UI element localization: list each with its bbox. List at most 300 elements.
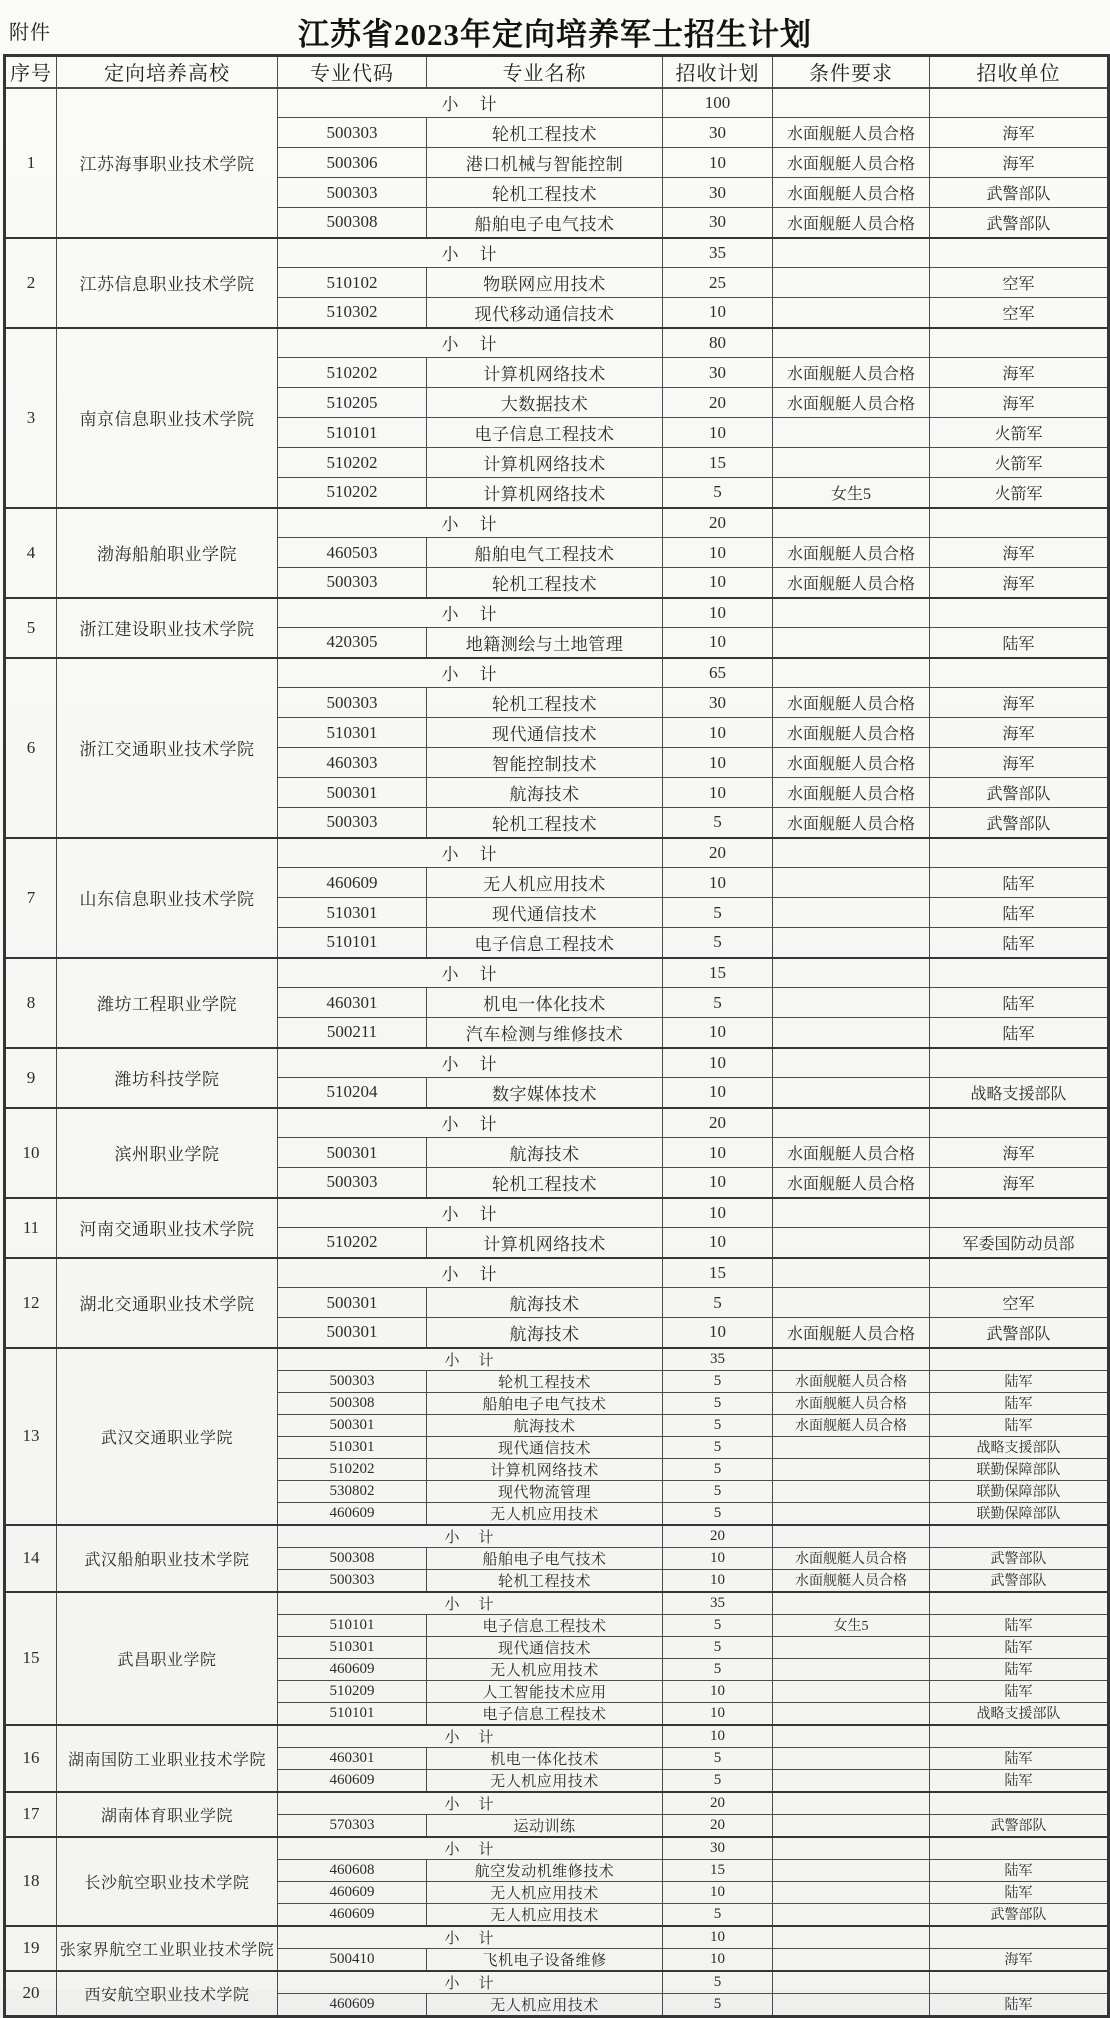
subtotal-value-cell: 10 (663, 1926, 773, 1949)
major-code-cell: 500308 (278, 1392, 427, 1414)
major-code-cell: 500308 (278, 1547, 427, 1569)
major-name-cell: 航海技术 (427, 1138, 663, 1168)
unit-cell: 联勤保障部队 (930, 1480, 1109, 1502)
major-code-cell: 500301 (278, 1138, 427, 1168)
plan-cell: 5 (663, 928, 773, 958)
college-cell: 渤海船舶职业学院 (57, 508, 278, 598)
major-code-cell: 510202 (278, 1228, 427, 1258)
unit-cell: 陆军 (930, 1018, 1109, 1048)
condition-cell (773, 958, 930, 988)
major-code-cell: 460609 (278, 1993, 427, 2016)
subtotal-label-cell: 小 计 (278, 88, 663, 118)
unit-cell: 陆军 (930, 1769, 1109, 1792)
attachment-label: 附件 (9, 22, 51, 44)
unit-cell (930, 1971, 1109, 1994)
plan-cell: 5 (663, 1993, 773, 2016)
major-name-cell: 物联网应用技术 (427, 268, 663, 298)
group-no-cell: 14 (5, 1525, 57, 1592)
unit-cell: 武警部队 (930, 1547, 1109, 1569)
condition-cell (773, 328, 930, 358)
condition-cell (773, 1702, 930, 1725)
major-name-cell: 智能控制技术 (427, 748, 663, 778)
group-no-cell: 5 (5, 598, 57, 658)
condition-cell: 水面舰艇人员合格 (773, 1168, 930, 1198)
unit-cell: 陆军 (930, 988, 1109, 1018)
major-code-cell: 500301 (278, 778, 427, 808)
unit-cell: 海军 (930, 118, 1109, 148)
major-code-cell: 460303 (278, 748, 427, 778)
plan-cell: 5 (663, 1614, 773, 1636)
condition-cell: 水面舰艇人员合格 (773, 178, 930, 208)
unit-cell: 武警部队 (930, 208, 1109, 238)
subtotal-label-cell: 小 计 (278, 1525, 663, 1548)
subtotal-row (5, 508, 1109, 538)
condition-cell (773, 628, 930, 658)
subtotal-value-cell: 65 (663, 658, 773, 688)
plan-cell: 5 (663, 1480, 773, 1502)
unit-cell: 海军 (930, 1948, 1109, 1971)
group-no-cell: 15 (5, 1592, 57, 1725)
major-name-cell: 航海技术 (427, 778, 663, 808)
group-no-cell: 3 (5, 328, 57, 508)
major-code-cell: 500303 (278, 118, 427, 148)
condition-cell (773, 1018, 930, 1048)
major-name-cell: 计算机网络技术 (427, 1228, 663, 1258)
unit-cell (930, 958, 1109, 988)
unit-cell: 武警部队 (930, 1814, 1109, 1837)
plan-cell: 10 (663, 1018, 773, 1048)
unit-cell: 陆军 (930, 898, 1109, 928)
unit-cell: 陆军 (930, 1414, 1109, 1436)
plan-cell: 10 (663, 778, 773, 808)
condition-cell (773, 1458, 930, 1480)
condition-cell (773, 1948, 930, 1971)
subtotal-label-cell: 小 计 (278, 1258, 663, 1288)
condition-cell (773, 268, 930, 298)
group-no-cell: 2 (5, 238, 57, 328)
unit-cell: 海军 (930, 148, 1109, 178)
unit-cell: 武警部队 (930, 778, 1109, 808)
plan-cell: 30 (663, 688, 773, 718)
major-name-cell: 电子信息工程技术 (427, 928, 663, 958)
condition-cell: 水面舰艇人员合格 (773, 748, 930, 778)
group-no-cell: 6 (5, 658, 57, 838)
subtotal-label-cell: 小 计 (278, 1198, 663, 1228)
unit-cell: 海军 (930, 388, 1109, 418)
unit-cell: 海军 (930, 568, 1109, 598)
condition-cell (773, 868, 930, 898)
major-name-cell: 现代移动通信技术 (427, 298, 663, 328)
condition-cell (773, 928, 930, 958)
unit-cell: 陆军 (930, 928, 1109, 958)
major-code-cell: 460609 (278, 868, 427, 898)
major-code-cell: 510102 (278, 268, 427, 298)
condition-cell (773, 1747, 930, 1769)
plan-cell: 30 (663, 208, 773, 238)
plan-cell: 5 (663, 1769, 773, 1792)
subtotal-row (5, 958, 1109, 988)
subtotal-value-cell: 15 (663, 1258, 773, 1288)
condition-cell (773, 238, 930, 268)
unit-cell (930, 1108, 1109, 1138)
college-cell: 潍坊工程职业学院 (57, 958, 278, 1048)
unit-cell: 武警部队 (930, 1318, 1109, 1348)
major-name-cell: 数字媒体技术 (427, 1078, 663, 1108)
group-no-cell: 20 (5, 1971, 57, 2017)
subtotal-row (5, 1198, 1109, 1228)
condition-cell (773, 1480, 930, 1502)
group-no-cell: 9 (5, 1048, 57, 1108)
major-name-cell: 轮机工程技术 (427, 1370, 663, 1392)
plan-cell: 10 (663, 1702, 773, 1725)
group-no-cell: 18 (5, 1837, 57, 1926)
major-name-cell: 电子信息工程技术 (427, 1702, 663, 1725)
major-code-cell: 460609 (278, 1502, 427, 1525)
subtotal-row (5, 1525, 1109, 1548)
plan-cell: 15 (663, 1859, 773, 1881)
unit-cell (930, 1792, 1109, 1815)
major-name-cell: 轮机工程技术 (427, 1168, 663, 1198)
major-name-cell: 机电一体化技术 (427, 988, 663, 1018)
major-name-cell: 机电一体化技术 (427, 1747, 663, 1769)
column-header: 专业代码 (278, 56, 427, 88)
column-header: 专业名称 (427, 56, 663, 88)
major-name-cell: 无人机应用技术 (427, 1769, 663, 1792)
major-code-cell: 510101 (278, 418, 427, 448)
unit-cell (930, 1348, 1109, 1371)
major-code-cell: 500301 (278, 1414, 427, 1436)
group-no-cell: 17 (5, 1792, 57, 1837)
unit-cell: 陆军 (930, 1680, 1109, 1702)
major-code-cell: 500211 (278, 1018, 427, 1048)
major-name-cell: 人工智能技术应用 (427, 1680, 663, 1702)
major-name-cell: 现代物流管理 (427, 1480, 663, 1502)
unit-cell: 火箭军 (930, 478, 1109, 508)
major-name-cell: 大数据技术 (427, 388, 663, 418)
subtotal-row (5, 328, 1109, 358)
major-code-cell: 500308 (278, 208, 427, 238)
unit-cell: 战略支援部队 (930, 1436, 1109, 1458)
plan-cell: 10 (663, 418, 773, 448)
plan-cell: 10 (663, 1948, 773, 1971)
unit-cell (930, 1048, 1109, 1078)
major-code-cell: 510301 (278, 1436, 427, 1458)
unit-cell: 联勤保障部队 (930, 1458, 1109, 1480)
major-code-cell: 500301 (278, 1318, 427, 1348)
college-cell: 滨州职业学院 (57, 1108, 278, 1198)
condition-cell: 水面舰艇人员合格 (773, 778, 930, 808)
subtotal-label-cell: 小 计 (278, 1971, 663, 1994)
subtotal-row (5, 1592, 1109, 1615)
group-no-cell: 1 (5, 88, 57, 238)
subtotal-value-cell: 15 (663, 958, 773, 988)
group-no-cell: 12 (5, 1258, 57, 1348)
subtotal-row (5, 1725, 1109, 1748)
enrollment-table (3, 54, 1110, 2018)
major-name-cell: 船舶电子电气技术 (427, 208, 663, 238)
condition-cell (773, 1993, 930, 2016)
subtotal-label-cell: 小 计 (278, 328, 663, 358)
plan-cell: 5 (663, 478, 773, 508)
unit-cell: 战略支援部队 (930, 1078, 1109, 1108)
condition-cell: 水面舰艇人员合格 (773, 118, 930, 148)
subtotal-row (5, 598, 1109, 628)
unit-cell (930, 328, 1109, 358)
condition-cell (773, 1525, 930, 1548)
plan-cell: 10 (663, 1569, 773, 1592)
condition-cell: 水面舰艇人员合格 (773, 358, 930, 388)
unit-cell: 陆军 (930, 628, 1109, 658)
group-no-cell: 11 (5, 1198, 57, 1258)
plan-cell: 10 (663, 1228, 773, 1258)
table-body (5, 88, 1109, 2017)
major-name-cell: 轮机工程技术 (427, 688, 663, 718)
major-name-cell: 航海技术 (427, 1414, 663, 1436)
subtotal-label-cell: 小 计 (278, 1926, 663, 1949)
plan-cell: 5 (663, 1903, 773, 1926)
column-header: 招收单位 (930, 56, 1109, 88)
condition-cell (773, 1048, 930, 1078)
unit-cell (930, 598, 1109, 628)
condition-cell: 水面舰艇人员合格 (773, 568, 930, 598)
condition-cell (773, 658, 930, 688)
plan-cell: 10 (663, 1078, 773, 1108)
major-name-cell: 现代通信技术 (427, 898, 663, 928)
college-cell: 浙江建设职业技术学院 (57, 598, 278, 658)
major-code-cell: 500303 (278, 178, 427, 208)
unit-cell: 陆军 (930, 868, 1109, 898)
college-cell: 湖南国防工业职业技术学院 (57, 1725, 278, 1792)
major-name-cell: 无人机应用技术 (427, 1502, 663, 1525)
major-code-cell: 500303 (278, 568, 427, 598)
plan-cell: 5 (663, 808, 773, 838)
condition-cell: 水面舰艇人员合格 (773, 208, 930, 238)
major-code-cell: 510101 (278, 928, 427, 958)
unit-cell: 海军 (930, 538, 1109, 568)
plan-cell: 10 (663, 1881, 773, 1903)
major-code-cell: 510205 (278, 388, 427, 418)
page-title: 江苏省2023年定向培养军士招生计划 (298, 17, 812, 52)
unit-cell: 海军 (930, 718, 1109, 748)
condition-cell: 水面舰艇人员合格 (773, 388, 930, 418)
plan-cell: 10 (663, 1547, 773, 1569)
major-name-cell: 现代通信技术 (427, 1436, 663, 1458)
plan-cell: 10 (663, 1680, 773, 1702)
unit-cell: 海军 (930, 688, 1109, 718)
condition-cell (773, 1228, 930, 1258)
major-name-cell: 轮机工程技术 (427, 568, 663, 598)
condition-cell (773, 508, 930, 538)
subtotal-row (5, 1258, 1109, 1288)
subtotal-label-cell: 小 计 (278, 1348, 663, 1371)
subtotal-label-cell: 小 计 (278, 238, 663, 268)
plan-cell: 10 (663, 148, 773, 178)
unit-cell (930, 1258, 1109, 1288)
group-no-cell: 8 (5, 958, 57, 1048)
major-code-cell: 570303 (278, 1814, 427, 1837)
subtotal-row (5, 1837, 1109, 1860)
major-code-cell: 500303 (278, 688, 427, 718)
column-header: 条件要求 (773, 56, 930, 88)
subtotal-row (5, 1348, 1109, 1371)
major-code-cell: 510202 (278, 358, 427, 388)
condition-cell: 水面舰艇人员合格 (773, 1370, 930, 1392)
plan-cell: 10 (663, 628, 773, 658)
plan-cell: 10 (663, 718, 773, 748)
subtotal-value-cell: 35 (663, 238, 773, 268)
major-code-cell: 460301 (278, 1747, 427, 1769)
condition-cell (773, 1814, 930, 1837)
major-code-cell: 500301 (278, 1288, 427, 1318)
college-cell: 浙江交通职业技术学院 (57, 658, 278, 838)
college-cell: 河南交通职业技术学院 (57, 1198, 278, 1258)
major-code-cell: 510101 (278, 1702, 427, 1725)
subtotal-row (5, 1048, 1109, 1078)
college-cell: 湖北交通职业技术学院 (57, 1258, 278, 1348)
major-name-cell: 轮机工程技术 (427, 118, 663, 148)
subtotal-label-cell: 小 计 (278, 598, 663, 628)
unit-cell: 火箭军 (930, 448, 1109, 478)
subtotal-value-cell: 100 (663, 88, 773, 118)
condition-cell (773, 1288, 930, 1318)
condition-cell: 女生5 (773, 478, 930, 508)
major-code-cell: 460608 (278, 1859, 427, 1881)
plan-cell: 20 (663, 388, 773, 418)
plan-cell: 5 (663, 1370, 773, 1392)
major-code-cell: 500303 (278, 808, 427, 838)
plan-cell: 25 (663, 268, 773, 298)
major-code-cell: 510302 (278, 298, 427, 328)
college-cell: 武汉船舶职业技术学院 (57, 1525, 278, 1592)
condition-cell (773, 1436, 930, 1458)
condition-cell: 水面舰艇人员合格 (773, 1392, 930, 1414)
major-name-cell: 地籍测绘与土地管理 (427, 628, 663, 658)
major-code-cell: 460609 (278, 1881, 427, 1903)
unit-cell: 武警部队 (930, 808, 1109, 838)
unit-cell (930, 88, 1109, 118)
condition-cell (773, 598, 930, 628)
unit-cell (930, 1725, 1109, 1748)
major-name-cell: 计算机网络技术 (427, 1458, 663, 1480)
plan-cell: 5 (663, 1636, 773, 1658)
unit-cell (930, 1525, 1109, 1548)
plan-cell: 30 (663, 178, 773, 208)
subtotal-label-cell: 小 计 (278, 1108, 663, 1138)
plan-cell: 5 (663, 1747, 773, 1769)
unit-cell: 战略支援部队 (930, 1702, 1109, 1725)
condition-cell (773, 1078, 930, 1108)
plan-cell: 5 (663, 1436, 773, 1458)
subtotal-label-cell: 小 计 (278, 958, 663, 988)
college-cell: 江苏海事职业技术学院 (57, 88, 278, 238)
condition-cell (773, 418, 930, 448)
plan-cell: 10 (663, 1168, 773, 1198)
subtotal-value-cell: 35 (663, 1348, 773, 1371)
major-name-cell: 轮机工程技术 (427, 178, 663, 208)
subtotal-label-cell: 小 计 (278, 1792, 663, 1815)
plan-cell: 10 (663, 298, 773, 328)
unit-cell: 武警部队 (930, 1569, 1109, 1592)
group-no-cell: 4 (5, 508, 57, 598)
document-header (0, 0, 1110, 54)
condition-cell: 水面舰艇人员合格 (773, 1569, 930, 1592)
major-name-cell: 船舶电子电气技术 (427, 1392, 663, 1414)
unit-cell: 陆军 (930, 1747, 1109, 1769)
subtotal-value-cell: 20 (663, 838, 773, 868)
unit-cell: 陆军 (930, 1636, 1109, 1658)
unit-cell: 陆军 (930, 1859, 1109, 1881)
subtotal-row (5, 1108, 1109, 1138)
major-name-cell: 电子信息工程技术 (427, 1614, 663, 1636)
plan-cell: 5 (663, 988, 773, 1018)
condition-cell: 水面舰艇人员合格 (773, 688, 930, 718)
major-code-cell: 460609 (278, 1903, 427, 1926)
major-code-cell: 500303 (278, 1370, 427, 1392)
plan-cell: 5 (663, 1392, 773, 1414)
plan-cell: 20 (663, 1814, 773, 1837)
unit-cell: 军委国防动员部 (930, 1228, 1109, 1258)
subtotal-row (5, 1926, 1109, 1949)
major-code-cell: 510202 (278, 448, 427, 478)
unit-cell (930, 1198, 1109, 1228)
unit-cell: 海军 (930, 1168, 1109, 1198)
unit-cell: 陆军 (930, 1881, 1109, 1903)
major-code-cell: 530802 (278, 1480, 427, 1502)
unit-cell: 空军 (930, 1288, 1109, 1318)
unit-cell: 武警部队 (930, 178, 1109, 208)
condition-cell (773, 448, 930, 478)
college-cell: 江苏信息职业技术学院 (57, 238, 278, 328)
major-name-cell: 航海技术 (427, 1288, 663, 1318)
college-cell: 湖南体育职业学院 (57, 1792, 278, 1837)
major-code-cell: 510209 (278, 1680, 427, 1702)
column-header: 定向培养高校 (57, 56, 278, 88)
plan-cell: 5 (663, 1502, 773, 1525)
subtotal-row (5, 1792, 1109, 1815)
subtotal-value-cell: 30 (663, 1837, 773, 1860)
plan-cell: 10 (663, 538, 773, 568)
major-code-cell: 510101 (278, 1614, 427, 1636)
subtotal-value-cell: 5 (663, 1971, 773, 1994)
unit-cell (930, 238, 1109, 268)
condition-cell (773, 1837, 930, 1860)
major-name-cell: 汽车检测与维修技术 (427, 1018, 663, 1048)
major-name-cell: 计算机网络技术 (427, 478, 663, 508)
major-name-cell: 现代通信技术 (427, 1636, 663, 1658)
plan-cell: 10 (663, 868, 773, 898)
condition-cell (773, 88, 930, 118)
unit-cell: 海军 (930, 358, 1109, 388)
condition-cell (773, 898, 930, 928)
subtotal-label-cell: 小 计 (278, 658, 663, 688)
condition-cell (773, 1258, 930, 1288)
college-cell: 长沙航空职业技术学院 (57, 1837, 278, 1926)
condition-cell (773, 1636, 930, 1658)
plan-cell: 10 (663, 1318, 773, 1348)
major-code-cell: 510301 (278, 718, 427, 748)
major-code-cell: 510301 (278, 898, 427, 928)
group-no-cell: 10 (5, 1108, 57, 1198)
major-code-cell: 500410 (278, 1948, 427, 1971)
condition-cell (773, 838, 930, 868)
major-name-cell: 无人机应用技术 (427, 1658, 663, 1680)
unit-cell (930, 1592, 1109, 1615)
plan-cell: 10 (663, 568, 773, 598)
subtotal-value-cell: 10 (663, 1048, 773, 1078)
condition-cell (773, 1502, 930, 1525)
subtotal-value-cell: 35 (663, 1592, 773, 1615)
unit-cell (930, 838, 1109, 868)
